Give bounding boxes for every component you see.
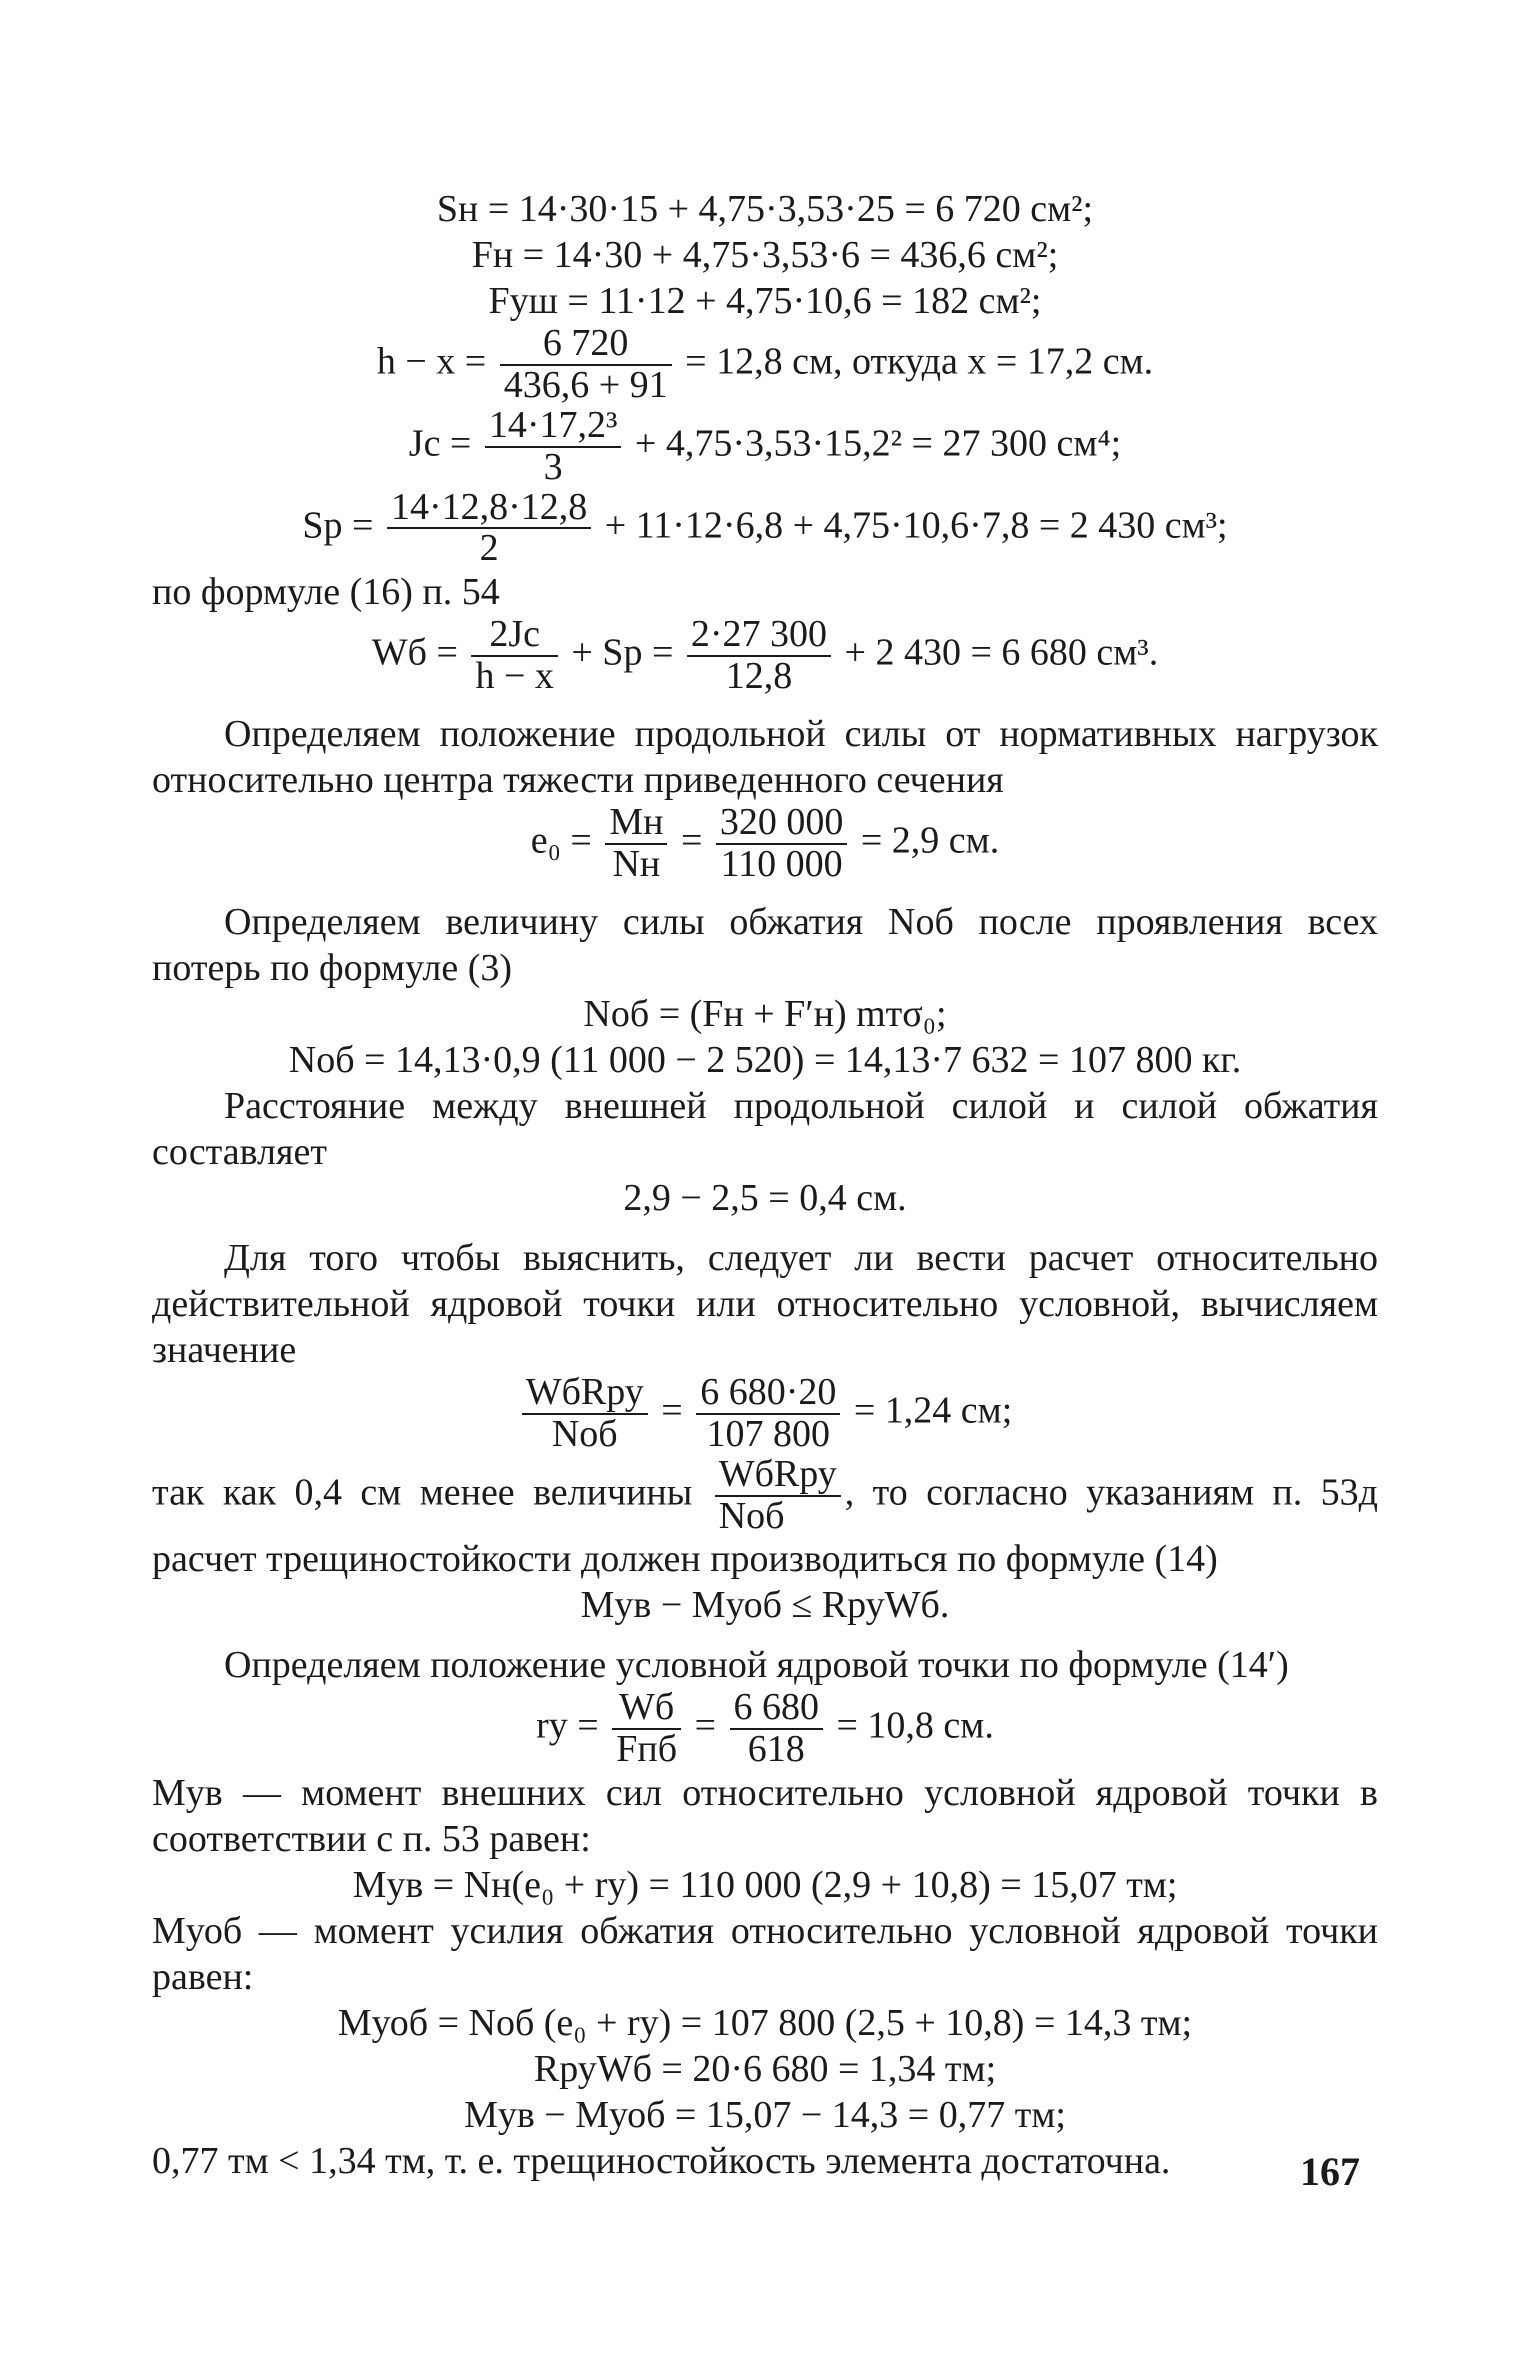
equation-nob2: Nоб = 14,13·0,9 (11 000 − 2 520) = 14,13·7 632 = 107 800 кг. bbox=[288, 1038, 1242, 1081]
paragraph-p3: Расстояние между внешней продольной силой и силой обжатия составляет bbox=[152, 1084, 1378, 1173]
equation-diff: Mув − Mуоб = 15,07 − 14,3 = 0,77 тм; bbox=[464, 2094, 1066, 2137]
fraction: $\frac{320 000}{110 000}$ bbox=[716, 803, 848, 885]
paragraph-p1: Определяем положение продольной силы от нормативных нагрузок относительно центра тяжести приведенного сечения bbox=[152, 713, 1378, 802]
fraction: $\frac{2Jc}{h - x}$ bbox=[471, 615, 557, 697]
equation-e0: e₀ = $\frac{Mн}{Nн}$ = $\frac{320 000}{110 000}$ = 2,9 см. bbox=[530, 801, 1000, 886]
paragraph-p8: Mуоб — момент усилия обжатия относительно условной ядровой точки равен: bbox=[152, 1910, 1378, 1999]
equation-jc: Jc = $\frac{\text{14·17,2³}}{3}$ + 4,75·3,53·15,2² = 27 300 см⁴; bbox=[408, 403, 1122, 488]
page-number: 167 bbox=[1300, 2149, 1360, 2194]
equation-hx: h − x = $\frac{6 720}{436,6 + 91}$ = 12,8 см, откуда x = 17,2 см. bbox=[376, 322, 1154, 406]
fraction: $\frac{\text{WбRру}}{\text{Nоб}}$ bbox=[715, 1455, 841, 1537]
equation-ry: rу = $\frac{Wб}{\text{Fпб}}$ = $\frac{6 680}{618}$ = 10,8 см. bbox=[536, 1686, 994, 1771]
equation-mob: Mуоб = Nоб (e₀ + rу) = 107 800 (2,5 + 10,8) = 14,3 тм; bbox=[337, 2002, 1193, 2045]
fraction: $\frac{6 720}{436,6 + 91}$ bbox=[500, 324, 672, 406]
paragraph-p7: Mув — момент внешних сил относительно условной ядровой точки в соответствии с п. 53 равен: bbox=[152, 1772, 1378, 1861]
fraction: $\frac{\text{WбRру}}{\text{Nоб}}$ bbox=[522, 1373, 648, 1455]
equation-rw: RруWб = 20·6 680 = 1,34 тм; bbox=[533, 2048, 997, 2091]
fraction: $\frac{2\cdot 27 300}{12,8}$ bbox=[687, 615, 831, 697]
fraction: $\frac{Wб}{\text{Fпб}}$ bbox=[612, 1688, 681, 1770]
paragraph-p5: так как 0,4 см менее величины $\frac{\text{WбRру}}{\text{Nоб}}$ , то согласно указаниям п. 53д расчет трещиностойкости должен производиться по формуле (14) bbox=[152, 1452, 1379, 1581]
equation-nob1: Nоб = (Fн + F′н) mтσ₀; bbox=[583, 992, 947, 1035]
equation-condition: Mув − Mуоб ≤ RруWб. bbox=[580, 1584, 950, 1627]
equation-wb: Wб = $\frac{2Jc}{h - x}$ + Sр = $\frac{2\cdot 27 300}{12,8}$ + 2 430 = 6 680 см³. bbox=[371, 613, 1159, 698]
equation-sp: Sр = $\frac{14\cdot 12,8\cdot 12,8}{2}$ + 11·12·6,8 + 4,75·10,6·7,8 = 2 430 см³; bbox=[302, 485, 1228, 570]
equation-sn: Sн = 14·30·15 + 4,75·3,53·25 = 6 720 см²; bbox=[436, 188, 1094, 230]
equation-fn: Fн = 14·30 + 4,75·3,53·6 = 436,6 см²; bbox=[471, 234, 1059, 276]
paragraph-p2: Определяем величину силы обжатия Nоб после проявления всех потерь по формуле (3) bbox=[152, 900, 1378, 989]
equation-fush: Fуш = 11·12 + 4,75·10,6 = 182 см²; bbox=[488, 280, 1042, 322]
fraction: $\frac{14\cdot 12,8\cdot 12,8}{2}$ bbox=[387, 488, 591, 570]
fraction: $\frac{\text{14·17,2³}}{3}$ bbox=[485, 406, 622, 488]
equation-wr: $\frac{\text{WбRру}}{\text{Nоб}}$ = $\frac{6 680\cdot 20}{107 800}$ = 1,24 см; bbox=[152, 1373, 1378, 1455]
paragraph-p4: Для того чтобы выяснить, следует ли вести расчет относительно действительной ядровой точки или относительно условной, вычисляем значение bbox=[152, 1236, 1378, 1371]
page-text bbox=[152, 186, 1378, 2184]
fraction: $\frac{6 680\cdot 20}{107 800}$ bbox=[696, 1373, 840, 1455]
equation-dist: 2,9 − 2,5 = 0,4 см. bbox=[623, 1176, 907, 1219]
paragraph-p6: Определяем положение условной ядровой точки по формуле (14′) bbox=[224, 1644, 1289, 1687]
fraction: $\frac{6 680}{618}$ bbox=[730, 1688, 824, 1770]
paragraph-conclusion: 0,77 тм < 1,34 тм, т. е. трещиностойкость элемента достаточна. bbox=[152, 2140, 1171, 2183]
equation-mv: Mув = Nн(e₀ + rу) = 110 000 (2,9 + 10,8) = 15,07 тм; bbox=[352, 1864, 1178, 1907]
fraction: $\frac{Mн}{Nн}$ bbox=[605, 803, 667, 885]
paragraph-formula16: по формуле (16) п. 54 bbox=[152, 571, 500, 614]
